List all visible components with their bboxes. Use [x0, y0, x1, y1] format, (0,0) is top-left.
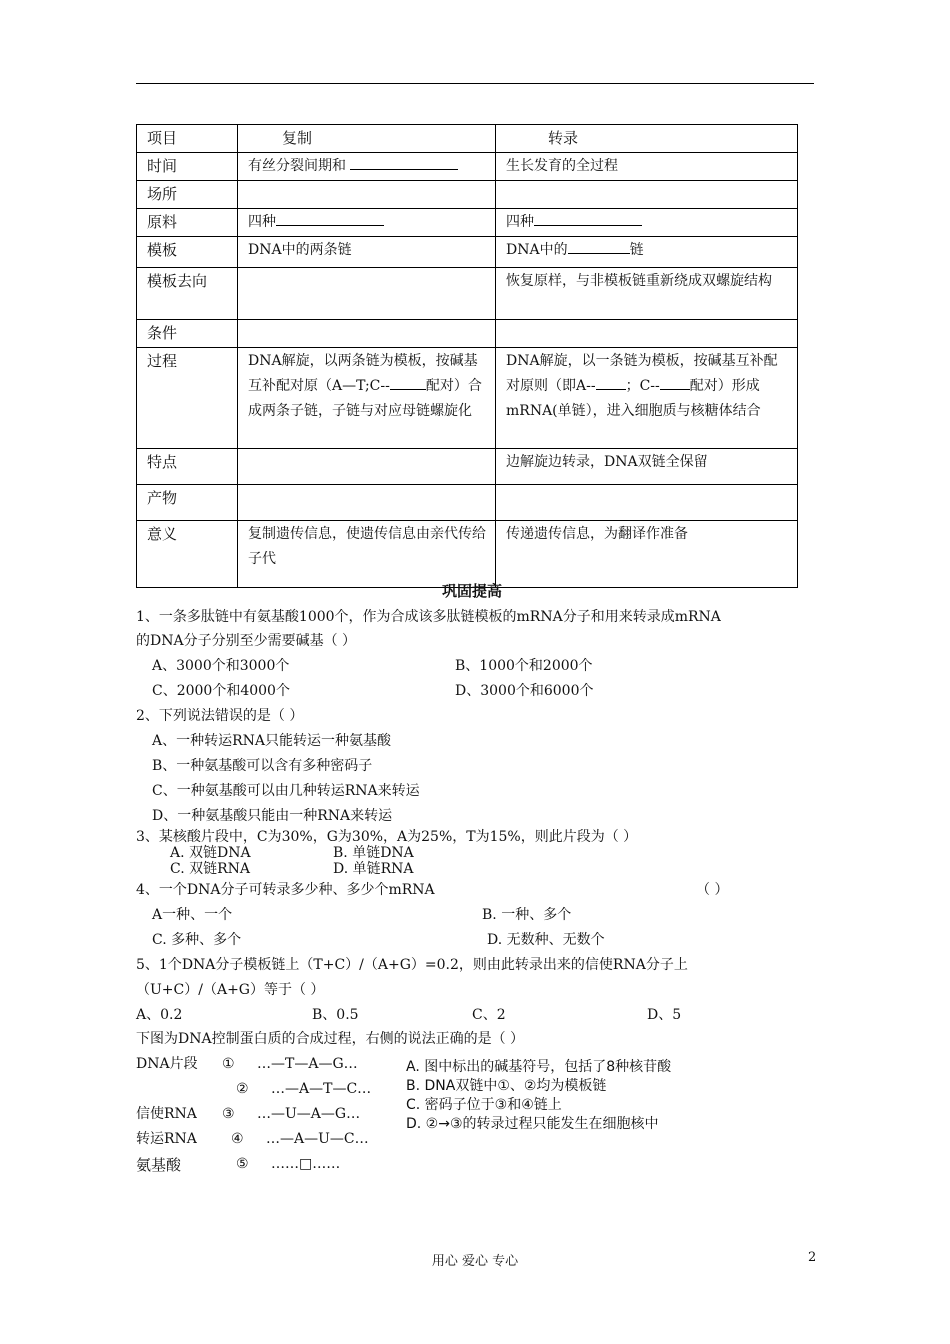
q5-option-c: C、2 [472, 1007, 506, 1023]
material-transcription: 四种 [496, 209, 798, 237]
feature-transcription: 边解旋边转录，DNA双链全保留 [496, 449, 798, 485]
row-label-material: 原料 [137, 209, 238, 237]
row-label-product: 产物 [137, 485, 238, 521]
q4-option-a: A一种、一个 [152, 907, 233, 923]
q4-option-d: D. 无数种、无数个 [487, 932, 605, 948]
diagram-label-mrna: 信使RNA [136, 1106, 197, 1122]
q6-option-d: D. ②→③的转录过程只能发生在细胞核中 [406, 1116, 659, 1132]
diagram-num-1: ① [222, 1056, 235, 1072]
diagram-num-5: ⑤ [236, 1156, 249, 1172]
q4-option-c: C. 多种、多个 [152, 932, 242, 948]
q1-stem-line1: 1、一条多肽链中有氨基酸1000个，作为合成该多肽链模板的mRNA分子和用来转录成mRNA [136, 609, 721, 625]
row-label-process: 过程 [137, 348, 238, 449]
diagram-label-amino: 氨基酸 [136, 1156, 182, 1174]
q3-option-b: B. 单链DNA [333, 845, 414, 861]
q5-option-b: B、0.5 [312, 1007, 359, 1023]
q5-option-a: A、0.2 [136, 1007, 183, 1023]
q2-option-d: D、一种氨基酸只能由一种RNA来转运 [152, 808, 393, 824]
diagram-seq-4: …—A—U—C… [266, 1131, 369, 1147]
page-number: 2 [808, 1250, 817, 1265]
q1-option-c: C、2000个和4000个 [152, 683, 290, 699]
q3-option-d: D. 单链RNA [333, 861, 414, 877]
row-label-place: 场所 [137, 181, 238, 209]
diagram-seq-2: …—A—T—C… [271, 1081, 372, 1097]
q3-option-c: C. 双链RNA [170, 861, 251, 877]
header-replication: 复制 [238, 125, 496, 153]
diagram-num-2: ② [236, 1081, 249, 1097]
q6-option-b: B. DNA双链中①、②均为模板链 [406, 1078, 607, 1094]
material-replication: 四种 [238, 209, 496, 237]
q2-option-c: C、一种氨基酸可以由几种转运RNA来转运 [152, 783, 420, 799]
process-transcription: DNA解旋，以一条链为模板，按碱基互补配对原则（即A-- ；C-- 配对）形成mRNA(单链），进入细胞质与核糖体结合 [496, 348, 798, 449]
q4-option-b: B. 一种、多个 [482, 907, 572, 923]
diagram-seq-1: …—T—A—G… [257, 1056, 358, 1072]
section-title: 巩固提高 [442, 582, 503, 600]
comparison-table [136, 124, 798, 588]
q4-paren: （ ） [696, 882, 729, 898]
q1-option-b: B、1000个和2000个 [455, 658, 593, 674]
meaning-transcription: 传递遗传信息，为翻译作准备 [496, 521, 798, 588]
diagram-num-4: ④ [231, 1131, 244, 1147]
meaning-replication: 复制遗传信息，使遗传信息由亲代传给子代 [238, 521, 496, 588]
q1-stem-line2: 的DNA分子分别至少需要碱基（ ） [136, 633, 357, 649]
page-footer: 用心 爱心 专心 [431, 1254, 519, 1269]
row-label-template-dest: 模板去向 [137, 268, 238, 320]
q3-stem: 3、某核酸片段中，C为30%，G为30%，A为25%，T为15%，则此片段为（ ） [136, 829, 638, 845]
q6-option-c: C. 密码子位于③和④链上 [406, 1097, 562, 1113]
time-replication: 有丝分裂间期和 [238, 153, 496, 181]
q1-option-a: A、3000个和3000个 [152, 658, 290, 674]
diagram-num-3: ③ [222, 1106, 235, 1122]
template-transcription: DNA中的 链 [496, 237, 798, 268]
diagram-seq-5: ……□…… [271, 1156, 341, 1172]
q2-option-b: B、一种氨基酸可以含有多种密码子 [152, 758, 373, 774]
row-label-template: 模板 [137, 237, 238, 268]
time-transcription: 生长发育的全过程 [496, 153, 798, 181]
template-replication: DNA中的两条链 [238, 237, 496, 268]
header-item: 项目 [137, 125, 238, 153]
header-rule [136, 83, 814, 84]
row-label-feature: 特点 [137, 449, 238, 485]
q6-stem: 下图为DNA控制蛋白质的合成过程，右侧的说法正确的是（ ） [136, 1031, 525, 1047]
row-label-meaning: 意义 [137, 521, 238, 588]
q2-option-a: A、一种转运RNA只能转运一种氨基酸 [152, 733, 392, 749]
template-dest-transcription: 恢复原样，与非模板链重新绕成双螺旋结构 [496, 268, 798, 320]
q6-option-a: A. 图中标出的碱基符号，包括了8种核苷酸 [406, 1059, 672, 1075]
header-transcription: 转录 [496, 125, 798, 153]
diagram-label-dna: DNA片段 [136, 1056, 198, 1072]
q5-stem-line2: （U+C）/（A+G）等于（ ） [136, 982, 325, 998]
q3-option-a: A. 双链DNA [170, 845, 251, 861]
q5-option-d: D、5 [647, 1007, 682, 1023]
q4-stem: 4、一个DNA分子可转录多少种、多少个mRNA [136, 882, 435, 898]
diagram-seq-3: …—U—A—G… [257, 1106, 361, 1122]
process-replication: DNA解旋，以两条链为模板，按碱基互补配对原（A—T;C-- 配对）合成两条子链，子链与对应母链螺旋化 [238, 348, 496, 449]
diagram-label-trna: 转运RNA [136, 1131, 197, 1147]
q5-stem-line1: 5、1个DNA分子模板链上（T+C）/（A+G）=0.2，则由此转录出来的信使RNA分子上 [136, 957, 688, 973]
row-label-condition: 条件 [137, 320, 238, 348]
q2-stem: 2、下列说法错误的是（ ） [136, 708, 304, 724]
row-label-time: 时间 [137, 153, 238, 181]
q1-option-d: D、3000个和6000个 [455, 683, 594, 699]
